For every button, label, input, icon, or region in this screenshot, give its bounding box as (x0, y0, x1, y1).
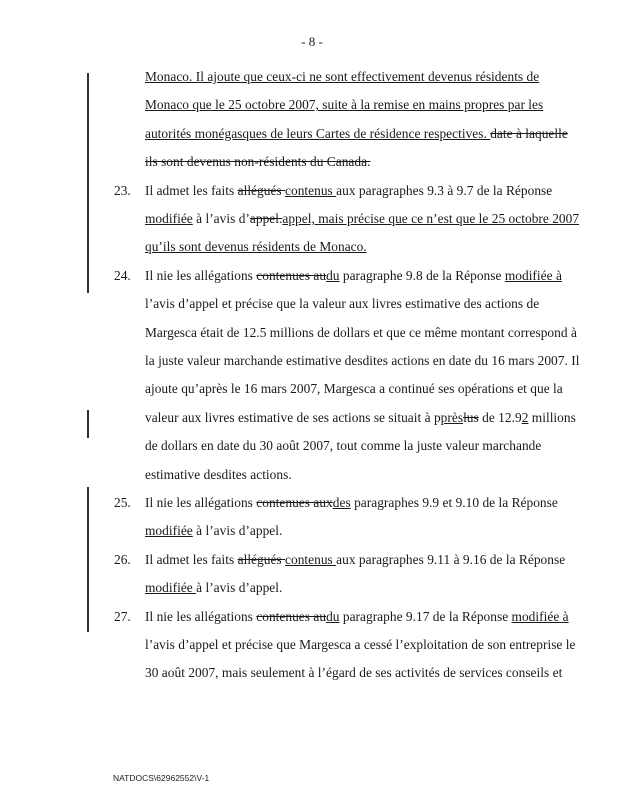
text: millions (528, 409, 576, 425)
deleted-text: lus (463, 409, 479, 425)
text-line (145, 523, 282, 539)
inserted-text: contenus (285, 551, 337, 567)
paragraph-number: 27. (114, 608, 131, 624)
text-line: 30 août 2007, mais seulement à l’égard de ses activités de services conseils et (145, 665, 563, 681)
text-line: Monaco que le 25 octobre 2007, suite à la remise en mains propres par les (145, 97, 544, 113)
text: Il nie les allégations (145, 608, 257, 624)
text: à l’avis d’ (192, 211, 250, 226)
text-line (145, 580, 282, 596)
text-line: Monaco. Il ajoute que ceux-ci ne sont effectivement devenus résidents de (145, 69, 540, 84)
footer-docid: NATDOCS\62962552\V-1 (113, 773, 210, 783)
change-bar (87, 73, 89, 293)
text: Il admet les faits (145, 551, 238, 567)
deleted-text: contenues aux (256, 495, 333, 510)
deleted-text: contenues au (256, 608, 327, 624)
text: Il nie les allégations (145, 267, 257, 283)
deleted-text: appel. (249, 211, 283, 226)
deleted-text: allégués (237, 551, 286, 567)
inserted-text: autorités monégasques de leurs Cartes de résidence respectives. (145, 125, 491, 141)
text-line: qu’ils sont devenus résidents de Monaco. (145, 239, 367, 255)
paragraph-number: 26. (114, 551, 131, 567)
text: à l’avis d’appel. (196, 580, 283, 596)
text-line: la juste valeur marchande estimative desdites actions en date du 16 mars 2007. Il (145, 353, 580, 368)
text-line (145, 211, 579, 227)
text-line (145, 552, 565, 568)
inserted-text: modifiée à (511, 608, 569, 624)
inserted-text: des (332, 495, 351, 510)
paragraph-number: 25. (114, 495, 131, 510)
inserted-text: modifiée (145, 211, 193, 226)
text: de 12.9 (478, 409, 522, 425)
text: paragraphes 9.9 et 9.10 de la Réponse (350, 495, 558, 510)
text-line: ajoute qu’après le 16 mars 2007, Margesca a continué ses opérations et que la (145, 381, 563, 397)
text: Il admet les faits (145, 182, 238, 198)
text-line: l’avis d’appel et précise que Margesca a cessé l’exploitation de son entreprise le (145, 637, 576, 652)
text: valeur aux livres estimative de ses actions se situait à (145, 409, 434, 425)
text: aux paragraphes 9.3 à 9.7 de la Réponse (336, 182, 553, 198)
text: à l’avis d’appel. (192, 523, 283, 539)
inserted-text: modifiée (145, 523, 193, 539)
deleted-text: date à laquelle (490, 125, 568, 141)
deleted-text: allégués (237, 182, 286, 198)
inserted-text: modifiée (145, 580, 197, 596)
text: Il nie les allégations (145, 495, 257, 510)
inserted-text: modifiée à (504, 267, 562, 283)
change-bar (87, 487, 89, 632)
text-line: ils sont devenus non-résidents du Canada. (145, 154, 371, 170)
text-line (145, 609, 569, 625)
inserted-text: du (326, 608, 340, 624)
text-line (145, 268, 562, 284)
text-line: Margesca était de 12.5 millions de dollars et que ce même montant correspond à (145, 324, 577, 340)
deleted-text: contenues au (256, 267, 327, 283)
paragraph-number: 23. (114, 182, 131, 198)
inserted-text: contenus (285, 182, 337, 198)
inserted-text: près (440, 409, 464, 425)
text: paragraphe 9.17 de la Réponse (339, 608, 512, 624)
change-bar (87, 410, 89, 438)
text: paragraphe 9.8 de la Réponse (339, 267, 505, 283)
inserted-text: 2 (521, 409, 529, 425)
text-line (145, 126, 568, 142)
text-line: estimative desdites actions. (145, 466, 292, 482)
text-line (145, 495, 558, 511)
text-line (145, 410, 576, 426)
paragraph-number: 24. (114, 267, 131, 283)
text-line (145, 183, 552, 199)
text-line: de dollars en date du 30 août 2007, tout comme la juste valeur marchande (145, 438, 542, 454)
text: p (433, 409, 441, 425)
inserted-text: du (326, 267, 340, 283)
text: aux paragraphes 9.11 à 9.16 de la Réponse (336, 551, 566, 567)
page-number: - 8 - (301, 34, 323, 49)
inserted-text: appel, mais précise que ce n’est que le 25 octobre 2007 (282, 211, 580, 226)
text-line: l’avis d’appel et précise que la valeur aux livres estimative des actions de (145, 296, 540, 312)
